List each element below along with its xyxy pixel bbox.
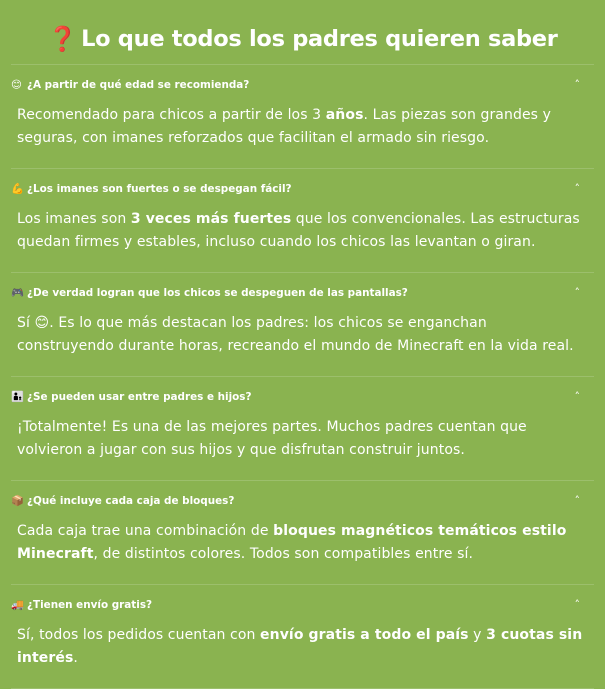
chevron-up-icon[interactable]: ˄ (574, 286, 580, 299)
faq-toggle-box[interactable] (11, 481, 594, 520)
faq-answer: Cada caja trae una combinación de bloques magnéticos temáticos estilo Minecraft, de distintos colores. Todos son compatibles entre sí. (17, 523, 567, 562)
faq-item-family (11, 377, 594, 481)
faq-toggle-age[interactable] (11, 65, 594, 104)
baby-face-icon: 😊 (11, 79, 22, 91)
family-icon: 👨‍👦 (11, 391, 24, 403)
chevron-up-icon[interactable]: ˄ (574, 78, 580, 91)
faq-question: 👨‍👦 ¿Se pueden usar entre padres e hijos? (11, 391, 252, 403)
faq-answer: ¡Totalmente! Es una de las mejores partes. Muchos padres cuentan que volvieron a jugar con sus hijos y que disfrutan construir juntos. (17, 419, 527, 458)
faq-question: 📦 ¿Qué incluye cada caja de bloques? (11, 495, 235, 507)
faq-question: 🚚 ¿Tienen envío gratis? (11, 599, 153, 611)
faq-answer: Sí, todos los pedidos cuentan con envío gratis a todo el país y 3 cuotas sin interés. (17, 627, 583, 666)
faq-toggle-screens[interactable] (11, 273, 594, 312)
faq-item-magnets (11, 169, 594, 273)
chevron-up-icon[interactable]: ˄ (574, 494, 580, 507)
faq-toggle-magnets[interactable] (11, 169, 594, 208)
faq-item-shipping (11, 585, 594, 689)
page-title-text: Lo que todos los padres quieren saber (81, 26, 558, 53)
faq-answer: Recomendado para chicos a partir de los 3 años. Las piezas son grandes y seguras, con imanes reforzados que facilitan el armado sin riesgo. (17, 107, 551, 146)
game-controller-icon: 🎮 (11, 287, 24, 299)
chevron-up-icon[interactable]: ˄ (574, 598, 580, 611)
flexed-biceps-icon: 💪 (11, 183, 24, 195)
faq-question: 🎮 ¿De verdad logran que los chicos se despeguen de las pantallas? (11, 287, 408, 299)
faq-item-box (11, 481, 594, 585)
block-box-icon: 📦 (11, 495, 24, 507)
faq-answer: Los imanes son 3 veces más fuertes que los convencionales. Las estructuras quedan firmes y estables, incluso cuando los chicos las levantan o giran. (17, 211, 580, 250)
delivery-truck-icon: 🚚 (11, 599, 24, 611)
faq-item-screens (11, 273, 594, 377)
faq-answer: Sí 😊. Es lo que más destacan los padres: los chicos se enganchan construyendo durante horas, recreando el mundo de Minecraft en la vida real. (17, 315, 574, 354)
faq-question: 💪 ¿Los imanes son fuertes o se despegan fácil? (11, 183, 292, 195)
faq-item-age (11, 65, 594, 169)
chevron-up-icon[interactable]: ˄ (574, 390, 580, 403)
faq-toggle-shipping[interactable] (11, 585, 594, 624)
faq-accordion (11, 64, 594, 689)
red-question-mark-icon: ❓ (47, 25, 78, 54)
page-title (0, 23, 605, 55)
faq-question: 😊 ¿A partir de qué edad se recomienda? (11, 79, 250, 91)
chevron-up-icon[interactable]: ˄ (574, 182, 580, 195)
faq-toggle-family[interactable] (11, 377, 594, 416)
